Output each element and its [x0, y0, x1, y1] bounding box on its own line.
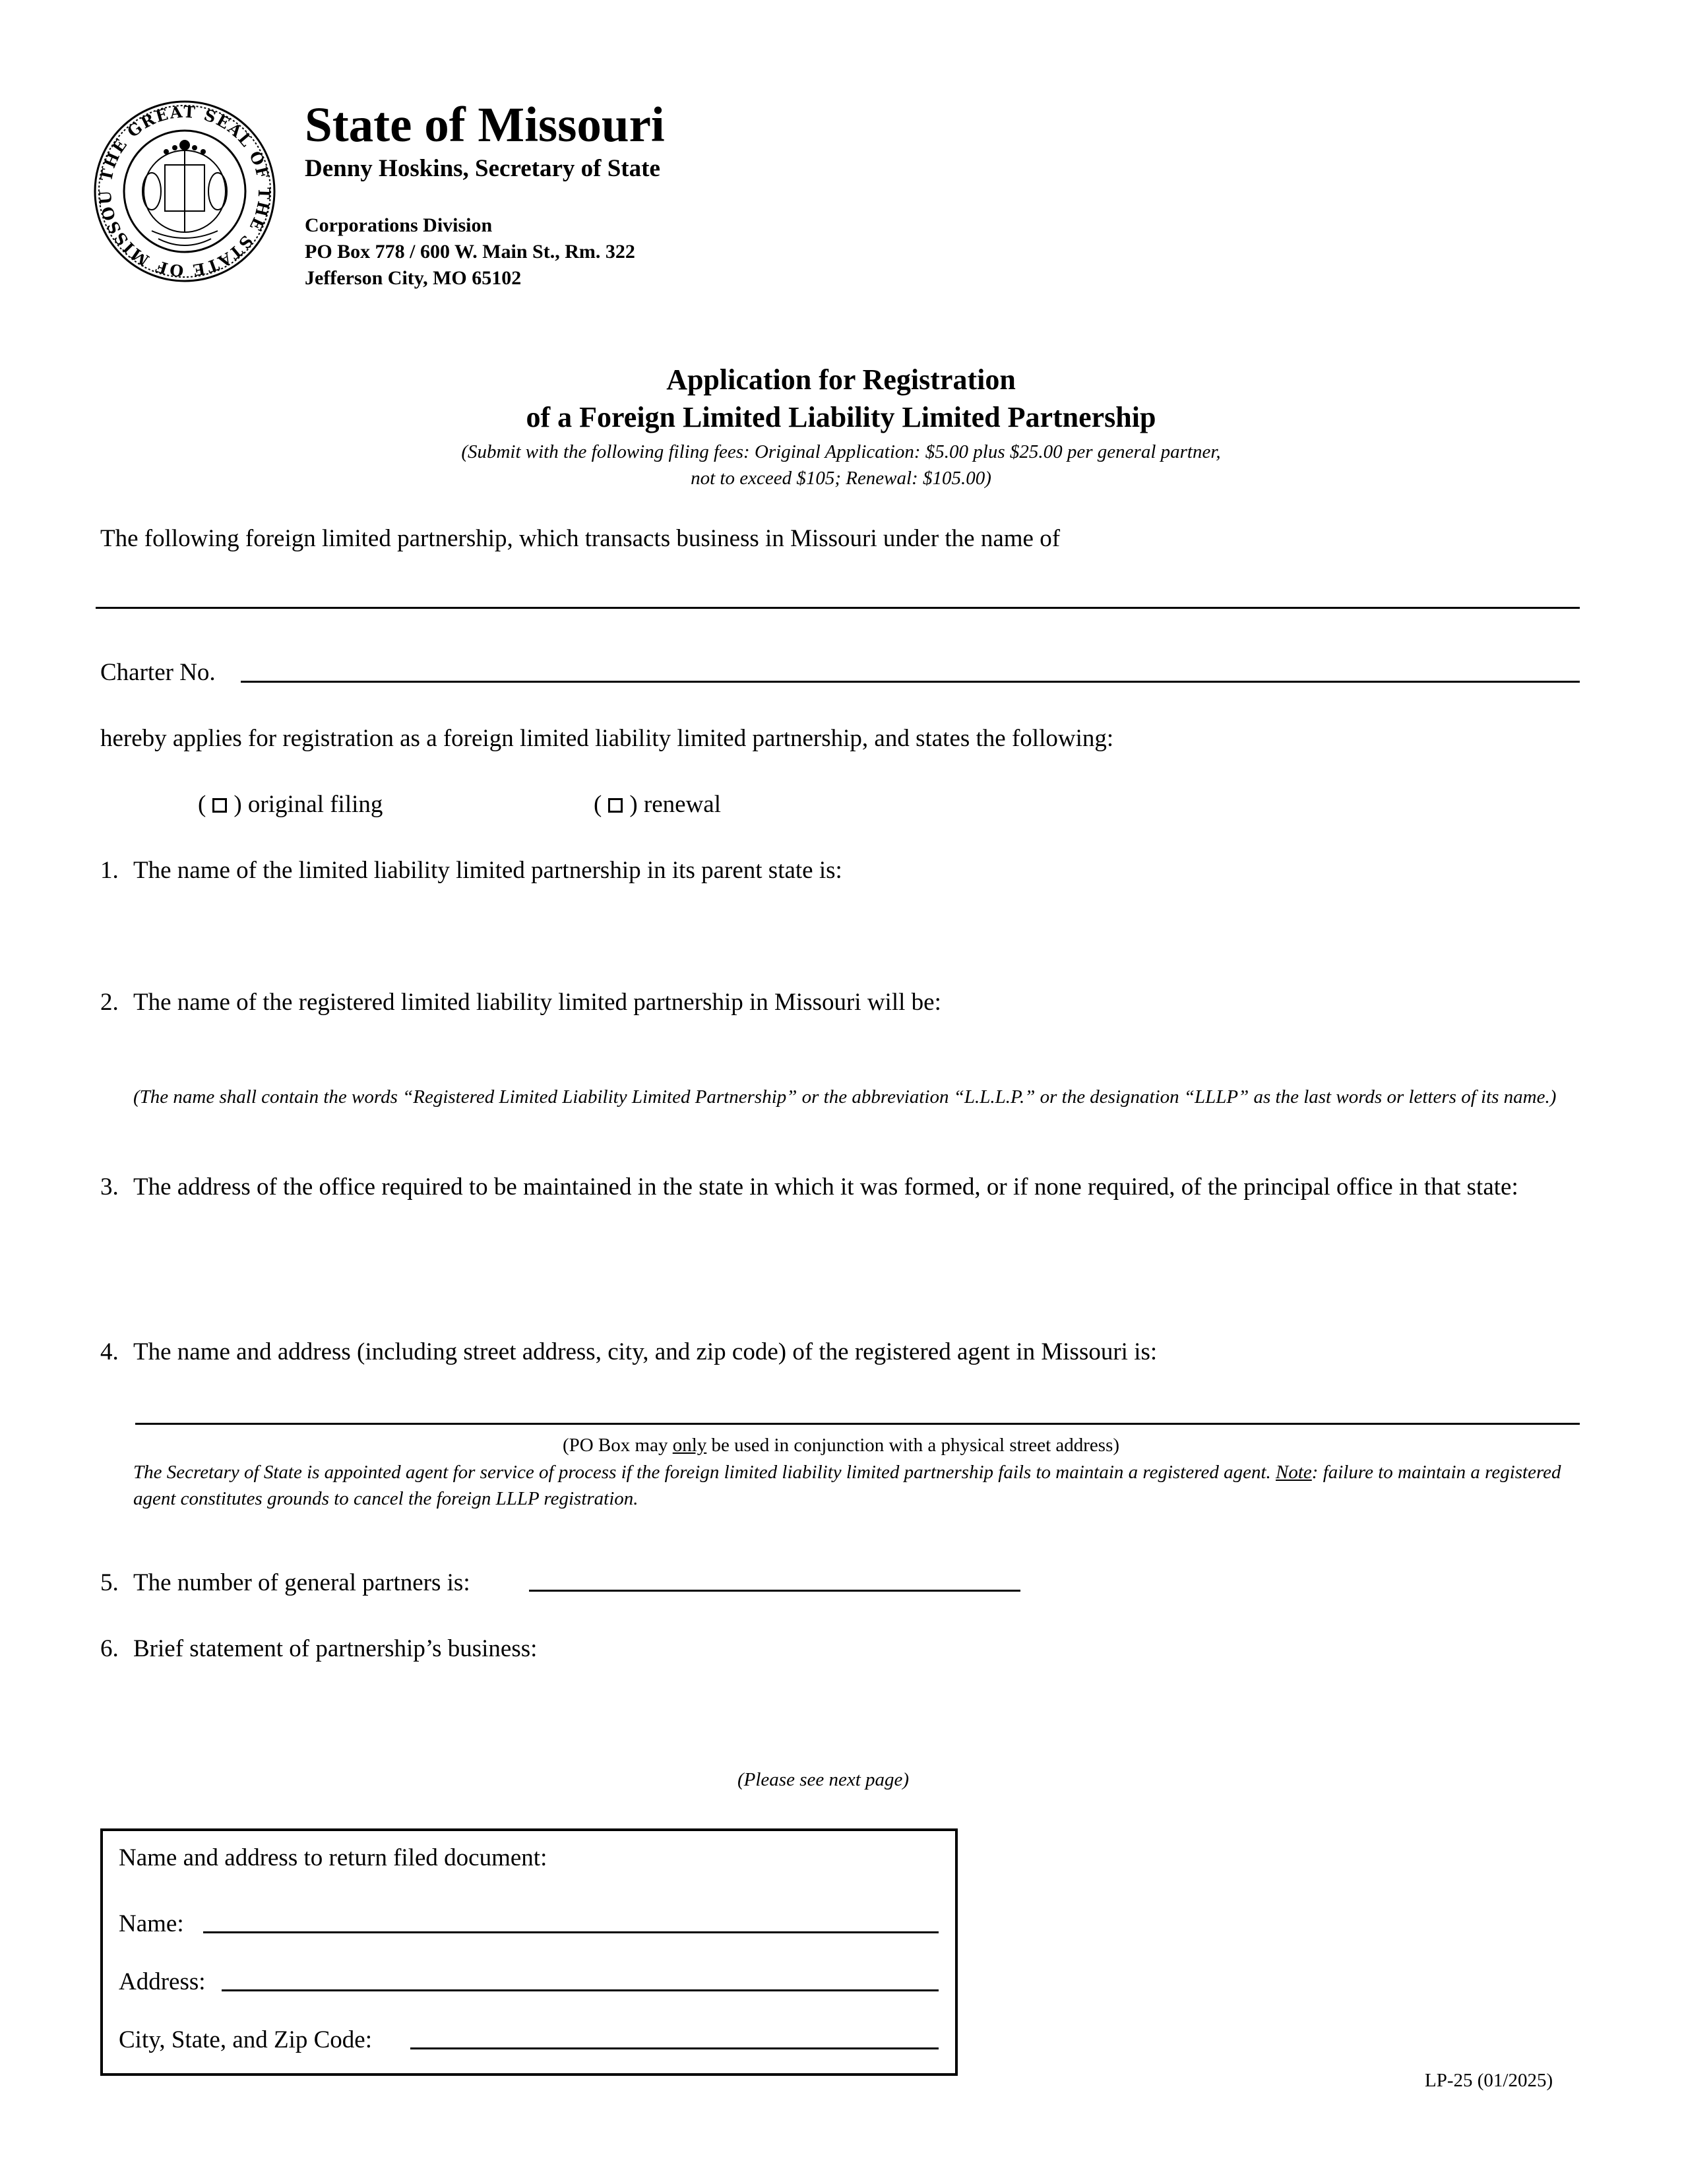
item-number: 3. — [100, 1173, 119, 1201]
return-city-state-zip-label: City, State, and Zip Code: — [119, 2026, 373, 2053]
po-box-note — [0, 1433, 1682, 1458]
secretary-of-state: Denny Hoskins, Secretary of State — [305, 155, 660, 182]
item-1-text: The name of the limited liability limited partnership in its parent state is: — [133, 857, 842, 884]
return-name-label: Name: — [119, 1910, 184, 1937]
state-seal — [92, 99, 277, 284]
division-address-line-1: PO Box 778 / 600 W. Main St., Rm. 322 — [305, 241, 635, 263]
agent-note-label: Note — [1276, 1462, 1312, 1483]
division-address-line-2: Jefferson City, MO 65102 — [305, 267, 522, 289]
option-renewal[interactable] — [594, 790, 721, 819]
division-name: Corporations Division — [305, 214, 493, 236]
renewal-checkbox[interactable] — [608, 798, 623, 813]
original-filing-checkbox[interactable] — [212, 798, 227, 813]
seal-text: THE GREAT SEAL OF THE STATE OF MISSOU — [95, 102, 274, 281]
filing-fees-line-2: not to exceed $105; Renewal: $105.00) — [691, 468, 991, 489]
po-box-note-post: be used in conjunction with a physical street address) — [706, 1435, 1120, 1456]
return-box-heading: Name and address to return filed document: — [119, 1844, 547, 1871]
option-renewal-label: ) renewal — [629, 791, 721, 818]
open-paren: ( — [198, 791, 206, 818]
business-name-field[interactable] — [96, 607, 1580, 609]
agent-note-rest: : failure to maintain a registered agent constitutes grounds to cancel the foreign LLLP registration. — [133, 1462, 1561, 1509]
return-name-field[interactable] — [203, 1931, 939, 1933]
see-next-page-note: (Please see next page) — [737, 1769, 910, 1790]
po-box-note-pre: (PO Box may — [562, 1435, 673, 1456]
form-title-line-2: of a Foreign Limited Liability Limited Partnership — [526, 401, 1156, 433]
general-partners-count-field[interactable] — [529, 1590, 1020, 1592]
po-box-note-only: only — [672, 1435, 707, 1456]
open-paren: ( — [594, 791, 602, 818]
applies-text: hereby applies for registration as a foreign limited liability limited partnership, and states the following: — [100, 725, 1114, 752]
filing-fees-line-1: (Submit with the following filing fees: Original Application: $5.00 plus $25.00 per general partner, — [461, 441, 1221, 462]
item-number: 6. — [100, 1635, 119, 1662]
form-code: LP-25 (01/2025) — [1425, 2070, 1553, 2091]
charter-number-label: Charter No. — [100, 659, 216, 686]
form-title-line-1: Application for Registration — [666, 363, 1016, 396]
seal-icon — [92, 99, 277, 284]
state-title: State of Missouri — [305, 98, 665, 152]
option-original-filing[interactable] — [198, 790, 383, 819]
item-4-text: The name and address (including street address, city, and zip code) of the registered agent in Missouri is: — [133, 1338, 1158, 1365]
registered-agent-note — [133, 1459, 1591, 1512]
charter-number-field[interactable] — [241, 681, 1580, 683]
item-number: 4. — [100, 1338, 119, 1365]
item-number: 5. — [100, 1569, 119, 1596]
intro-text: The following foreign limited partnership, which transacts business in Missouri under the name of — [100, 525, 1061, 552]
return-city-state-zip-field[interactable] — [410, 2047, 939, 2049]
name-requirement-note: (The name shall contain the words “Registered Limited Liability Limited Partnership” or the abbreviation “L.L.L.P.” or the designation “LLLP” as the last words or letters of its name.) — [133, 1086, 1557, 1108]
agent-note-text: The Secretary of State is appointed agent for service of process if the foreign limited liability limited partnership fails to maintain a registered agent. — [133, 1462, 1271, 1483]
return-address-field[interactable] — [222, 1989, 939, 1991]
item-2-text: The name of the registered limited liability limited partnership in Missouri will be: — [133, 989, 941, 1016]
item-3-text: The address of the office required to be maintained in the state in which it was formed, or if none required, of the principal office in that state: — [133, 1173, 1518, 1201]
option-original-label: ) original filing — [234, 791, 383, 818]
return-address-label: Address: — [119, 1968, 206, 1995]
registered-agent-field[interactable] — [135, 1423, 1580, 1425]
item-number: 2. — [100, 989, 119, 1016]
item-number: 1. — [100, 857, 119, 884]
item-6-text: Brief statement of partnership’s business: — [133, 1635, 538, 1662]
item-5-text: The number of general partners is: — [133, 1569, 470, 1596]
